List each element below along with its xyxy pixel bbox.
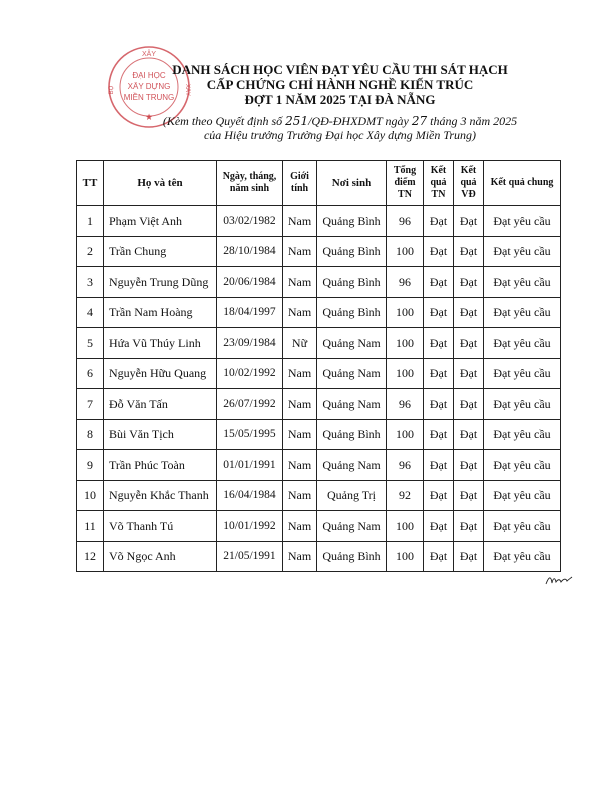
cell-score: 100	[387, 511, 424, 542]
cell-result-tn: Đạt	[424, 236, 454, 267]
cell-gender: Nam	[283, 358, 317, 389]
cell-tt: 2	[77, 236, 104, 267]
cell-birthplace: Quảng Nam	[317, 511, 387, 542]
svg-text:★: ★	[144, 112, 154, 122]
decision-reference-line-2: của Hiệu trưởng Trường Đại học Xây dựng Miền Trung)	[203, 128, 477, 142]
cell-result-tn: Đạt	[424, 541, 454, 572]
cell-name: Đỗ Văn Tấn	[104, 389, 217, 420]
cell-result-tn: Đạt	[424, 297, 454, 328]
svg-text:ĐẠI HỌC: ĐẠI HỌC	[132, 71, 166, 80]
cell-score: 96	[387, 450, 424, 481]
cell-birthplace: Quảng Bình	[317, 541, 387, 572]
cell-gender: Nam	[283, 236, 317, 267]
cell-result-vd: Đạt	[454, 541, 484, 572]
cell-result-overall: Đạt yêu cầu	[484, 511, 561, 542]
svg-text:BỘ: BỘ	[109, 85, 115, 95]
cell-birthplace: Quảng Trị	[317, 480, 387, 511]
cell-gender: Nam	[283, 419, 317, 450]
cell-dob: 20/06/1984	[217, 267, 283, 298]
cell-result-tn: Đạt	[424, 511, 454, 542]
cell-tt: 9	[77, 450, 104, 481]
cell-gender: Nam	[283, 511, 317, 542]
cell-tt: 11	[77, 511, 104, 542]
cell-score: 100	[387, 328, 424, 359]
cell-gender: Nam	[283, 480, 317, 511]
cell-result-vd: Đạt	[454, 236, 484, 267]
cell-result-vd: Đạt	[454, 358, 484, 389]
cell-result-overall: Đạt yêu cầu	[484, 389, 561, 420]
cell-dob: 10/02/1992	[217, 358, 283, 389]
table-row	[77, 450, 561, 481]
decision-text-a: (Kèm theo Quyết định số	[162, 114, 286, 128]
cell-gender: Nam	[283, 297, 317, 328]
table-row	[77, 541, 561, 572]
cell-result-overall: Đạt yêu cầu	[484, 450, 561, 481]
cell-score: 92	[387, 480, 424, 511]
cell-result-tn: Đạt	[424, 267, 454, 298]
cell-result-vd: Đạt	[454, 267, 484, 298]
header-gender: Giới tính	[283, 161, 317, 206]
decision-reference-line-1	[100, 114, 580, 128]
table-row	[77, 328, 561, 359]
cell-dob: 15/05/1995	[217, 419, 283, 450]
cell-birthplace: Quảng Bình	[317, 236, 387, 267]
table-row	[77, 389, 561, 420]
cell-gender: Nam	[283, 541, 317, 572]
decision-day: 27	[411, 114, 428, 128]
cell-result-tn: Đạt	[424, 480, 454, 511]
cell-name: Nguyễn Trung Dũng	[104, 267, 217, 298]
cell-result-overall: Đạt yêu cầu	[484, 541, 561, 572]
cell-result-overall: Đạt yêu cầu	[484, 358, 561, 389]
header-score: Tổng điểm TN	[387, 161, 424, 206]
cell-tt: 4	[77, 297, 104, 328]
document-title-line-1: DANH SÁCH HỌC VIÊN ĐẠT YÊU CẦU THI SÁT HẠCH	[172, 62, 508, 77]
decision-number: 251	[285, 114, 309, 128]
cell-result-overall: Đạt yêu cầu	[484, 297, 561, 328]
header-tt: TT	[77, 161, 104, 206]
cell-result-tn: Đạt	[424, 206, 454, 237]
cell-tt: 12	[77, 541, 104, 572]
cell-dob: 21/05/1991	[217, 541, 283, 572]
cell-name: Hứa Vũ Thúy Linh	[104, 328, 217, 359]
cell-name: Võ Ngọc Anh	[104, 541, 217, 572]
cell-result-overall: Đạt yêu cầu	[484, 419, 561, 450]
cell-score: 96	[387, 267, 424, 298]
cell-result-tn: Đạt	[424, 450, 454, 481]
svg-text:XÂY: XÂY	[141, 51, 157, 58]
cell-birthplace: Quảng Bình	[317, 206, 387, 237]
table-row	[77, 206, 561, 237]
table-row	[77, 236, 561, 267]
cell-result-tn: Đạt	[424, 328, 454, 359]
header-name: Họ và tên	[104, 161, 217, 206]
header-result-overall: Kết quả chung	[484, 161, 561, 206]
decision-text-b: /QĐ-ĐHXDMT ngày	[308, 114, 412, 128]
document-title-line-3: ĐỢT 1 NĂM 2025 TẠI ĐÀ NẴNG	[244, 92, 436, 107]
svg-text:XÂY DỰNG: XÂY DỰNG	[127, 82, 171, 91]
cell-result-vd: Đạt	[454, 419, 484, 450]
cell-result-tn: Đạt	[424, 358, 454, 389]
cell-birthplace: Quảng Bình	[317, 419, 387, 450]
cell-result-overall: Đạt yêu cầu	[484, 267, 561, 298]
cell-result-vd: Đạt	[454, 511, 484, 542]
cell-name: Trần Nam Hoàng	[104, 297, 217, 328]
cell-name: Phạm Việt Anh	[104, 206, 217, 237]
cell-tt: 7	[77, 389, 104, 420]
cell-result-overall: Đạt yêu cầu	[484, 480, 561, 511]
cell-gender: Nam	[283, 389, 317, 420]
cell-dob: 10/01/1992	[217, 511, 283, 542]
cell-tt: 1	[77, 206, 104, 237]
cell-result-vd: Đạt	[454, 328, 484, 359]
header-birthplace: Nơi sinh	[317, 161, 387, 206]
cell-dob: 03/02/1982	[217, 206, 283, 237]
cell-result-tn: Đạt	[424, 389, 454, 420]
cell-dob: 28/10/1984	[217, 236, 283, 267]
cell-name: Nguyễn Khắc Thanh	[104, 480, 217, 511]
decision-text-c: tháng 3 năm 2025	[427, 114, 518, 128]
table-row	[77, 419, 561, 450]
cell-tt: 5	[77, 328, 104, 359]
cell-score: 96	[387, 206, 424, 237]
table-row	[77, 511, 561, 542]
svg-text:XÂY: XÂY	[184, 83, 190, 97]
candidate-table	[76, 160, 561, 572]
cell-birthplace: Quảng Nam	[317, 389, 387, 420]
cell-dob: 26/07/1992	[217, 389, 283, 420]
cell-result-tn: Đạt	[424, 419, 454, 450]
cell-dob: 18/04/1997	[217, 297, 283, 328]
cell-birthplace: Quảng Nam	[317, 328, 387, 359]
cell-birthplace: Quảng Nam	[317, 358, 387, 389]
cell-result-vd: Đạt	[454, 206, 484, 237]
cell-name: Nguyễn Hữu Quang	[104, 358, 217, 389]
cell-tt: 3	[77, 267, 104, 298]
cell-birthplace: Quảng Nam	[317, 450, 387, 481]
cell-gender: Nam	[283, 450, 317, 481]
handwritten-initials-icon	[544, 572, 574, 588]
cell-dob: 01/01/1991	[217, 450, 283, 481]
header-result-tn: Kết quả TN	[424, 161, 454, 206]
cell-birthplace: Quảng Bình	[317, 297, 387, 328]
cell-dob: 23/09/1984	[217, 328, 283, 359]
table-row	[77, 358, 561, 389]
document-title-line-2: CẤP CHỨNG CHỈ HÀNH NGHỀ KIẾN TRÚC	[206, 77, 474, 92]
cell-name: Bùi Văn Tịch	[104, 419, 217, 450]
table-header-row	[77, 161, 561, 206]
cell-score: 100	[387, 236, 424, 267]
table-row	[77, 267, 561, 298]
cell-score: 100	[387, 358, 424, 389]
cell-result-overall: Đạt yêu cầu	[484, 206, 561, 237]
svg-text:MIỀN TRUNG: MIỀN TRUNG	[123, 93, 175, 102]
cell-gender: Nữ	[283, 328, 317, 359]
cell-result-overall: Đạt yêu cầu	[484, 236, 561, 267]
cell-dob: 16/04/1984	[217, 480, 283, 511]
cell-result-vd: Đạt	[454, 450, 484, 481]
header-result-vd: Kết quả VĐ	[454, 161, 484, 206]
table-row	[77, 297, 561, 328]
cell-result-vd: Đạt	[454, 480, 484, 511]
cell-name: Trần Chung	[104, 236, 217, 267]
cell-tt: 10	[77, 480, 104, 511]
cell-result-overall: Đạt yêu cầu	[484, 328, 561, 359]
cell-gender: Nam	[283, 206, 317, 237]
cell-gender: Nam	[283, 267, 317, 298]
cell-score: 100	[387, 541, 424, 572]
cell-tt: 8	[77, 419, 104, 450]
cell-score: 100	[387, 297, 424, 328]
table-row	[77, 480, 561, 511]
cell-name: Võ Thanh Tú	[104, 511, 217, 542]
cell-score: 100	[387, 419, 424, 450]
cell-name: Trần Phúc Toàn	[104, 450, 217, 481]
cell-tt: 6	[77, 358, 104, 389]
cell-result-vd: Đạt	[454, 297, 484, 328]
header-dob: Ngày, tháng, năm sinh	[217, 161, 283, 206]
cell-score: 96	[387, 389, 424, 420]
cell-result-vd: Đạt	[454, 389, 484, 420]
cell-birthplace: Quảng Bình	[317, 267, 387, 298]
